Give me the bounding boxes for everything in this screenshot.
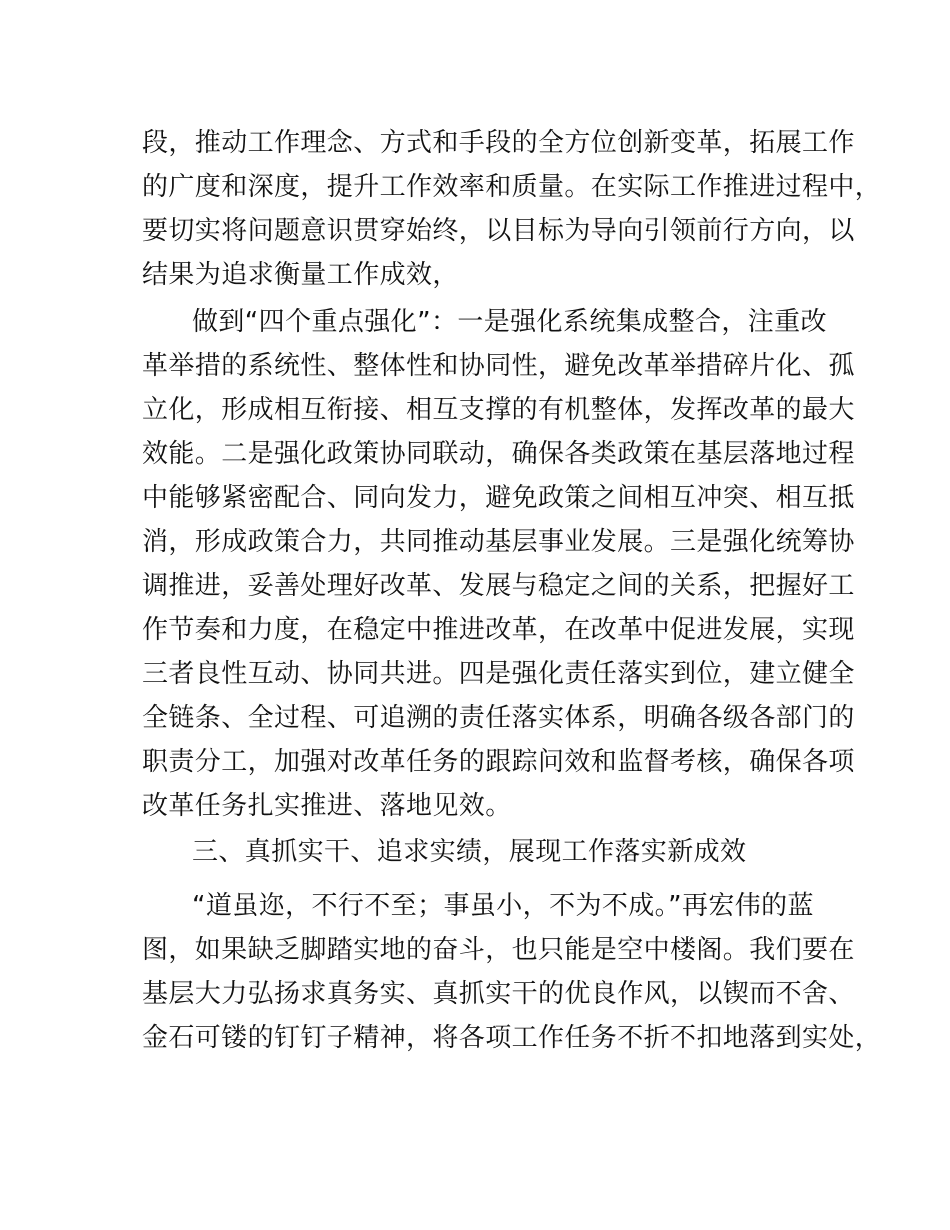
text-line: 作节奏和力度，在稳定中推进改革，在改革中促进发展，实现 (142, 615, 855, 645)
text-line: 改革任务扎实推进、落地见效。 (142, 791, 512, 821)
text-line: 要切实将问题意识贯穿始终，以目标为导向引领前行方向，以 (142, 216, 855, 246)
text-line: 图，如果缺乏脚踏实地的奋斗，也只能是空中楼阁。我们要在 (142, 935, 855, 965)
text-line: 基层大力弘扬求真务实、真抓实干的优良作风，以锲而不舍、 (142, 979, 855, 1009)
text-line: 金石可镂的钉钉子精神，将各项工作任务不折不扣地落到实处， (142, 1023, 882, 1053)
text-line: 立化，形成相互衔接、相互支撑的有机整体，发挥改革的最大 (142, 395, 855, 425)
text-line: 消，形成政策合力，共同推动基层事业发展。三是强化统筹协 (142, 527, 855, 557)
text-line: 职责分工，加强对改革任务的跟踪问效和监督考核，确保各项 (142, 747, 855, 777)
text-line: “道虽迩，不行不至；事虽小，不为不成。”再宏伟的蓝 (192, 891, 814, 921)
text-line: 做到“四个重点强化”：一是强化系统集成整合，注重改 (192, 307, 827, 337)
text-line: 革举措的系统性、整体性和协同性，避免改革举措碎片化、孤 (142, 351, 855, 381)
text-line: 中能够紧密配合、同向发力，避免政策之间相互冲突、相互抵 (142, 483, 855, 513)
text-line: 调推进，妥善处理好改革、发展与稳定之间的关系，把握好工 (142, 571, 855, 601)
text-line: 的广度和深度，提升工作效率和质量。在实际工作推进过程中， (142, 172, 882, 202)
text-line: 三者良性互动、协同共进。四是强化责任落实到位，建立健全 (142, 659, 855, 689)
text-line: 全链条、全过程、可追溯的责任落实体系，明确各级各部门的 (142, 703, 855, 733)
section-heading: 三、真抓实干、追求实绩，展现工作落实新成效 (192, 837, 747, 867)
text-line: 段，推动工作理念、方式和手段的全方位创新变革，拓展工作 (142, 128, 855, 158)
text-line: 效能。二是强化政策协同联动，确保各类政策在基层落地过程 (142, 439, 855, 469)
text-line: 结果为追求衡量工作成效， (142, 260, 459, 290)
